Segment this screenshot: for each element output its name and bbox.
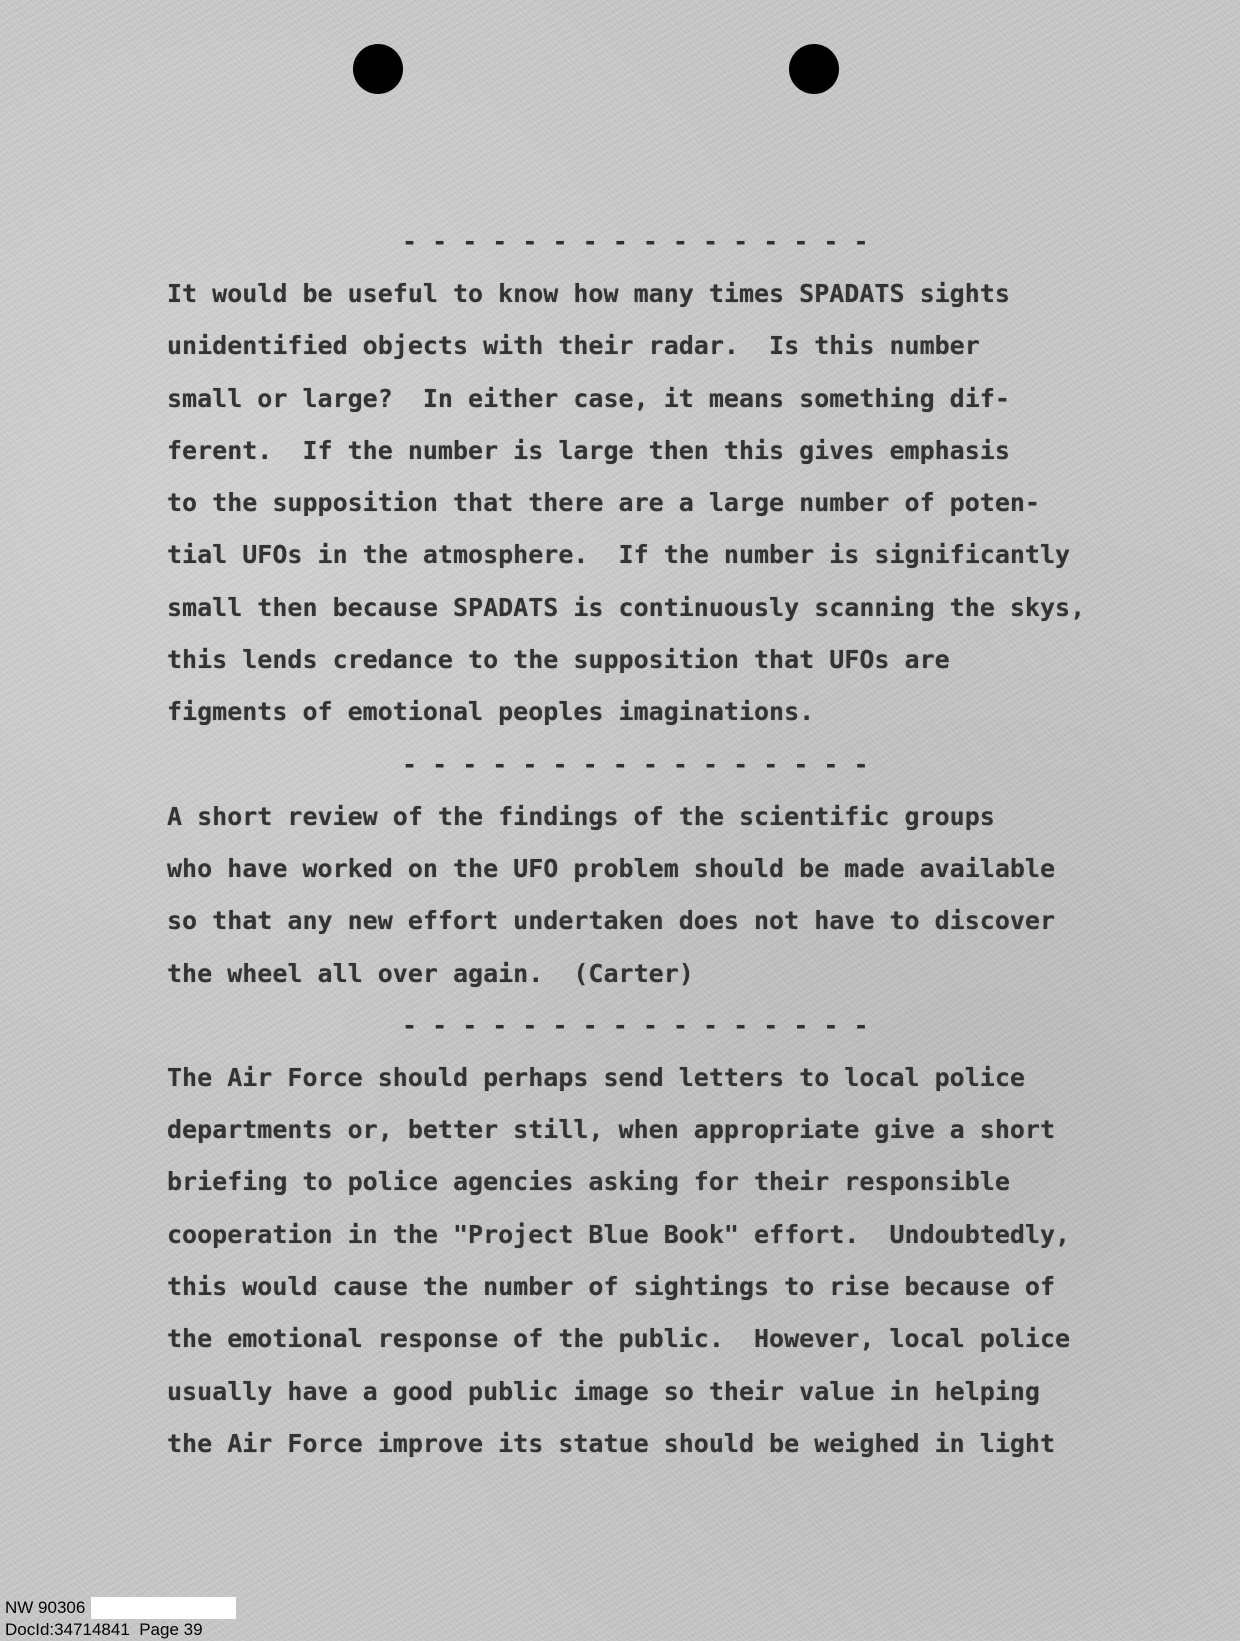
document-body <box>167 216 1127 1470</box>
text-line: to the supposition that there are a large number of poten- <box>167 488 1040 518</box>
text-line: the emotional response of the public. However, local police <box>167 1324 1071 1354</box>
paragraph-scientific-review <box>167 791 1127 1000</box>
paragraph-spadats <box>167 268 1127 739</box>
text-line: the Air Force improve its statue should be weighed in light <box>167 1428 1056 1458</box>
punch-hole-right <box>789 44 839 94</box>
text-line: this would cause the number of sightings to rise because of <box>167 1272 1056 1302</box>
text-line: A short review of the findings of the scientific groups <box>167 801 995 831</box>
text-line: ferent. If the number is large then this gives emphasis <box>167 435 1010 465</box>
dashed-separator: - - - - - - - - - - - - - - - - <box>402 227 869 256</box>
redaction-box <box>91 1597 236 1619</box>
archive-footer <box>5 1597 236 1641</box>
text-line: small then because SPADATS is continuously scanning the skys, <box>167 592 1086 622</box>
text-line: so that any new effort undertaken does not have to discover <box>167 906 1056 936</box>
text-line: this lends credance to the supposition that UFOs are <box>167 645 950 675</box>
text-line: The Air Force should perhaps send letters to local police <box>167 1062 1025 1092</box>
text-line: tial UFOs in the atmosphere. If the number is significantly <box>167 540 1071 570</box>
doc-id-label: DocId:34714841 Page 39 <box>5 1620 203 1639</box>
text-line: who have worked on the UFO problem should be made available <box>167 853 1056 883</box>
text-line: It would be useful to know how many times SPADATS sights <box>167 279 1010 308</box>
nw-label: NW 90306 <box>5 1598 86 1617</box>
dashed-separator: - - - - - - - - - - - - - - - - <box>402 1010 869 1040</box>
paragraph-police-letters <box>167 1052 1127 1470</box>
dashed-separator: - - - - - - - - - - - - - - - - <box>402 749 869 779</box>
text-line: unidentified objects with their radar. Is this number <box>167 331 980 361</box>
text-line: briefing to police agencies asking for their responsible <box>167 1167 1010 1197</box>
text-line: the wheel all over again. (Carter) <box>167 958 694 988</box>
text-line: figments of emotional peoples imaginations. <box>167 697 815 727</box>
punch-hole-left <box>353 44 403 94</box>
text-line: small or large? In either case, it means something dif- <box>167 383 1010 413</box>
text-line: cooperation in the "Project Blue Book" effort. Undoubtedly, <box>167 1219 1071 1249</box>
text-line: usually have a good public image so their value in helping <box>167 1376 1040 1406</box>
text-line: departments or, better still, when appropriate give a short <box>167 1115 1056 1145</box>
nw-line <box>5 1597 236 1619</box>
